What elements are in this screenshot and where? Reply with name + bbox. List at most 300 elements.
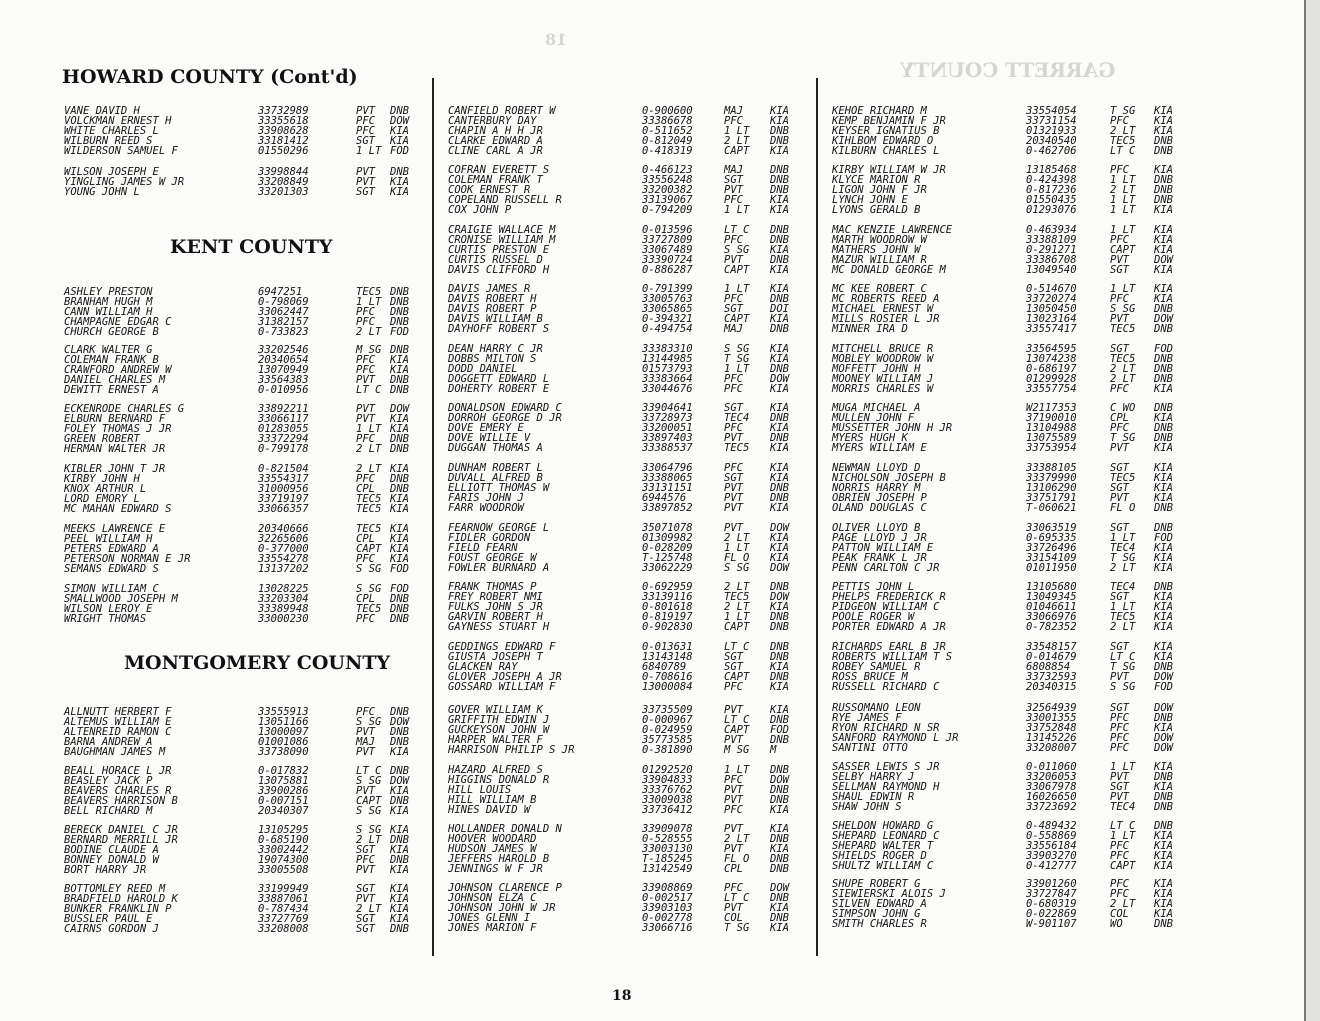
rank: SGT <box>356 135 375 147</box>
status: KIA <box>390 785 409 797</box>
serial-number: 0-463934 <box>1026 224 1077 236</box>
rank: 1 LT <box>724 125 750 137</box>
status: DNB <box>1154 402 1173 414</box>
rank: PVT <box>724 823 743 835</box>
serial-number: 13075589 <box>1026 432 1077 444</box>
serial-number: 33383664 <box>642 373 693 385</box>
name: MILLS ROSIER L JR <box>832 313 940 325</box>
serial-number: 01046611 <box>1026 601 1077 613</box>
rank: PVT <box>356 413 375 425</box>
rank: 2 LT <box>724 532 750 544</box>
rank: CPL <box>724 863 743 875</box>
serial-number: 33554054 <box>1026 105 1077 117</box>
serial-number: 33904833 <box>642 774 693 786</box>
status: KIA <box>1154 224 1173 236</box>
name: PAGE LLOYD J JR <box>832 532 927 544</box>
name: FARR WOODROW <box>448 502 524 514</box>
rank: TEC5 <box>724 591 750 603</box>
status: DNB <box>1154 661 1173 673</box>
serial-number: 01309982 <box>642 532 693 544</box>
name: DODD DANIEL <box>448 363 518 375</box>
name: POOLE ROGER W <box>832 611 915 623</box>
rank: CAPT <box>356 795 382 807</box>
status: DNB <box>1154 432 1173 444</box>
serial-number: 33009038 <box>642 794 693 806</box>
rank: PVT <box>356 726 375 738</box>
name: SILVEN EDWARD A <box>832 898 927 910</box>
status: KIA <box>390 913 409 925</box>
serial-number: 33908628 <box>258 125 309 137</box>
serial-number: 33388537 <box>642 442 693 454</box>
status: DOW <box>770 882 789 894</box>
serial-number: 33556248 <box>642 174 693 186</box>
serial-number: 0-902830 <box>642 621 693 633</box>
name: BORT HARRY JR <box>64 864 147 876</box>
name: WILBURN REED S <box>64 135 153 147</box>
name: BERNARD MERRILL JR <box>64 834 178 846</box>
status: KIA <box>390 543 409 555</box>
rank: LT C <box>356 384 382 396</box>
status: DNB <box>1154 918 1173 930</box>
status: DNB <box>770 671 789 683</box>
name: ROBEY SAMUEL R <box>832 661 921 673</box>
serial-number: 33727847 <box>1026 888 1077 900</box>
serial-number: 20340666 <box>258 523 309 535</box>
serial-number: 33388109 <box>1026 234 1077 246</box>
name: GEDDINGS EDWARD F <box>448 641 556 653</box>
status: DNB <box>770 651 789 663</box>
rank: PFC <box>1110 422 1129 434</box>
status: KIA <box>390 844 409 856</box>
rank: CAPT <box>1110 860 1136 872</box>
name: ALTEMUS WILLIAM E <box>64 716 172 728</box>
serial-number: 0-791399 <box>642 283 693 295</box>
rank: PVT <box>356 105 375 117</box>
serial-number: 33139067 <box>642 194 693 206</box>
serial-number: 13049345 <box>1026 591 1077 603</box>
serial-number: 0-821504 <box>258 463 309 475</box>
status: KIA <box>1154 651 1173 663</box>
name: FIDLER GORDON <box>448 532 531 544</box>
name: CRONISE WILLIAM M <box>448 234 556 246</box>
status: KIA <box>1154 383 1173 395</box>
rank: 2 LT <box>356 834 382 846</box>
serial-number: 13185468 <box>1026 164 1077 176</box>
rank: 1 LT <box>724 764 750 776</box>
serial-number: 33388105 <box>1026 462 1077 474</box>
serial-number: 6947251 <box>258 286 303 298</box>
rank: PVT <box>1110 254 1129 266</box>
rank: S SG <box>356 716 382 728</box>
rank: CPL <box>356 593 375 605</box>
rank: PVT <box>356 403 375 415</box>
status: KIA <box>390 364 409 376</box>
name: FEARNOW GEORGE L <box>448 522 550 534</box>
status: FOD <box>1154 343 1173 355</box>
name: CRAWFORD ANDREW W <box>64 364 172 376</box>
status: DOW <box>1154 702 1173 714</box>
name: MYERS HUGH K <box>832 432 908 444</box>
serial-number: 33067978 <box>1026 781 1077 793</box>
status: DNB <box>390 795 409 807</box>
serial-number: W2117353 <box>1026 402 1077 414</box>
rank: SGT <box>724 651 743 663</box>
serial-number: 33208849 <box>258 176 309 188</box>
serial-number: 33131151 <box>642 482 693 494</box>
serial-number: 33736412 <box>642 804 693 816</box>
rank: PVT <box>1110 791 1129 803</box>
name: SANFORD RAYMOND L JR <box>832 732 959 744</box>
rank: PVT <box>724 254 743 266</box>
rank: SGT <box>724 661 743 673</box>
name: MAC KENZIE LAWRENCE <box>832 224 953 236</box>
name: MATHERS JOHN W <box>832 244 921 256</box>
serial-number: 13105680 <box>1026 581 1077 593</box>
status: DNB <box>390 726 409 738</box>
serial-number: 13105295 <box>258 824 309 836</box>
serial-number: 31000956 <box>258 483 309 495</box>
status: KIA <box>770 661 789 673</box>
rank: PFC <box>724 774 743 786</box>
serial-number: 33181412 <box>258 135 309 147</box>
serial-number: 33751791 <box>1026 492 1077 504</box>
serial-number: 33728973 <box>642 412 693 424</box>
status: DNB <box>770 412 789 424</box>
rank: CAPT <box>724 264 750 276</box>
name: BARNA ANDREW A <box>64 736 153 748</box>
status: KIA <box>1154 781 1173 793</box>
rank: SGT <box>356 186 375 198</box>
page-edge <box>1304 0 1320 1021</box>
rank: PFC <box>1110 234 1129 246</box>
status: KIA <box>770 542 789 554</box>
name: NORRIS HARRY M <box>832 482 921 494</box>
name: BAUGHMAN JAMES M <box>64 746 166 758</box>
name: ELLIOTT THOMAS W <box>448 482 550 494</box>
status: DNB <box>770 323 789 335</box>
name: MORRIS CHARLES W <box>832 383 934 395</box>
serial-number: 01292520 <box>642 764 693 776</box>
serial-number: 0-412777 <box>1026 860 1077 872</box>
rank: TEC5 <box>1110 611 1136 623</box>
serial-number: 0-017832 <box>258 765 309 777</box>
serial-number: 33372294 <box>258 433 309 445</box>
status: KIA <box>1154 105 1173 117</box>
rank: PVT <box>356 166 375 178</box>
serial-number: 0-787434 <box>258 903 309 915</box>
status: DNB <box>1154 353 1173 365</box>
serial-number: 33066976 <box>1026 611 1077 623</box>
serial-number: 13000084 <box>642 681 693 693</box>
name: DAVIS WILLIAM B <box>448 313 543 325</box>
serial-number: 33389948 <box>258 603 309 615</box>
rank: 2 LT <box>1110 125 1136 137</box>
serial-number: W-901107 <box>1026 918 1077 930</box>
serial-number: 33066357 <box>258 503 309 515</box>
rank: SGT <box>724 303 743 315</box>
serial-number: 20340540 <box>1026 135 1077 147</box>
name: PETERS EDWARD A <box>64 543 159 555</box>
name: FOUST GEORGE W <box>448 552 537 564</box>
status: KIA <box>770 532 789 544</box>
status: KIA <box>1154 860 1173 872</box>
name: ALTENREID RAMON C <box>64 726 172 738</box>
serial-number: 33564383 <box>258 374 309 386</box>
status: DNB <box>770 363 789 375</box>
serial-number: 37190010 <box>1026 412 1077 424</box>
status: DNB <box>1154 145 1173 157</box>
serial-number: 20340315 <box>1026 681 1077 693</box>
serial-number: 0-489432 <box>1026 820 1077 832</box>
rank: CPL <box>356 533 375 545</box>
name: KEHOE RICHARD M <box>832 105 927 117</box>
serial-number: 33000230 <box>258 613 309 625</box>
rank: PVT <box>724 492 743 504</box>
name: MARTH WOODROW W <box>832 234 927 246</box>
status: KIA <box>390 413 409 425</box>
status: DNB <box>390 166 409 178</box>
status: KIA <box>770 922 789 934</box>
rank: S SG <box>356 805 382 817</box>
serial-number: 0-799178 <box>258 443 309 455</box>
rank: TEC5 <box>356 286 382 298</box>
name: ECKENRODE CHARLES G <box>64 403 185 415</box>
serial-number: 33063519 <box>1026 522 1077 534</box>
rank: 1 LT <box>724 204 750 216</box>
status: FOD <box>1154 532 1173 544</box>
serial-number: 33379990 <box>1026 472 1077 484</box>
status: KIA <box>770 313 789 325</box>
status: DNB <box>1154 712 1173 724</box>
name: DEAN HARRY C JR <box>448 343 543 355</box>
name: CHAPIN A H H JR <box>448 125 543 137</box>
serial-number: 33904641 <box>642 402 693 414</box>
rank: TEC4 <box>1110 542 1136 554</box>
rank: 2 LT <box>1110 373 1136 385</box>
rank: 2 LT <box>724 601 750 613</box>
status: KIA <box>390 503 409 515</box>
status: KIA <box>770 343 789 355</box>
serial-number: 33564595 <box>1026 343 1077 355</box>
rank: PVT <box>1110 771 1129 783</box>
serial-number: 32564939 <box>1026 702 1077 714</box>
name: FOWLER BURNARD A <box>448 562 550 574</box>
serial-number: 33203304 <box>258 593 309 605</box>
rank: S SG <box>724 343 750 355</box>
rank: 2 LT <box>1110 363 1136 375</box>
rank: SGT <box>1110 343 1129 355</box>
serial-number: T-125748 <box>642 552 693 564</box>
rank: TEC5 <box>356 503 382 515</box>
name: CANFIELD ROBERT W <box>448 105 556 117</box>
rank: PVT <box>356 785 375 797</box>
serial-number: 33727809 <box>642 234 693 246</box>
rank: PFC <box>724 882 743 894</box>
name: BEAVERS CHARLES R <box>64 785 172 797</box>
status: KIA <box>390 864 409 876</box>
status: DNB <box>1154 323 1173 335</box>
name: CLARK WALTER G <box>64 344 153 356</box>
rank: LT C <box>356 765 382 777</box>
status: KIA <box>770 145 789 157</box>
status: KIA <box>1154 264 1173 276</box>
serial-number: 33892211 <box>258 403 309 415</box>
rank: TEC5 <box>1110 353 1136 365</box>
rank: TEC5 <box>1110 135 1136 147</box>
status: DNB <box>390 374 409 386</box>
name: PEEL WILLIAM H <box>64 533 153 545</box>
serial-number: 33062447 <box>258 306 309 318</box>
serial-number: 33726496 <box>1026 542 1077 554</box>
status: DNB <box>1154 303 1173 315</box>
rank: PVT <box>1110 442 1129 454</box>
status: KIA <box>1154 412 1173 424</box>
rank: 2 LT <box>356 903 382 915</box>
rank: PFC <box>724 293 743 305</box>
status: DNB <box>390 344 409 356</box>
status: DNB <box>770 734 789 746</box>
serial-number: 16026650 <box>1026 791 1077 803</box>
name: HILL LOUIS <box>448 784 512 796</box>
status: DNB <box>770 863 789 875</box>
serial-number: 33557417 <box>1026 323 1077 335</box>
serial-number: 33066716 <box>642 922 693 934</box>
status: DOW <box>1154 742 1173 754</box>
name: HARPER WALTER F <box>448 734 543 746</box>
rank: CAPT <box>724 671 750 683</box>
name: KIBLER JOHN T JR <box>64 463 166 475</box>
status: DOW <box>770 522 789 534</box>
serial-number: 33753954 <box>1026 442 1077 454</box>
serial-number: 0-794209 <box>642 204 693 216</box>
status: DNB <box>770 234 789 246</box>
status: DNB <box>770 581 789 593</box>
name: WILSON LEROY E <box>64 603 153 615</box>
name: HILL WILLIAM B <box>448 794 537 806</box>
rank: 2 LT <box>724 833 750 845</box>
rank: PVT <box>724 902 743 914</box>
name: CLINE CARL A JR <box>448 145 543 157</box>
name: ROBERTS WILLIAM T S <box>832 651 953 663</box>
name: DONALDSON EDWARD C <box>448 402 562 414</box>
serial-number: 01001086 <box>258 736 309 748</box>
rank: PFC <box>356 706 375 718</box>
name: DOHERTY ROBERT E <box>448 383 550 395</box>
rank: COL <box>724 912 743 924</box>
serial-number: 0-817236 <box>1026 184 1077 196</box>
serial-number: 01299928 <box>1026 373 1077 385</box>
rank: SGT <box>724 472 743 484</box>
name: CANTERBURY DAY <box>448 115 537 127</box>
rank: SGT <box>356 883 375 895</box>
name: LYONS GERALD B <box>832 204 921 216</box>
name: BEASLEY JACK P <box>64 775 153 787</box>
name: MICHAEL ERNEST W <box>832 303 934 315</box>
rank: 2 LT <box>356 443 382 455</box>
serial-number: 33355618 <box>258 115 309 127</box>
name: SHELDON HOWARD G <box>832 820 934 832</box>
name: BEALL HORACE L JR <box>64 765 172 777</box>
serial-number: 33067489 <box>642 244 693 256</box>
name: ASHLEY PRESTON <box>64 286 153 298</box>
status: FOD <box>1154 681 1173 693</box>
rank: SGT <box>1110 264 1129 276</box>
status: KIA <box>770 353 789 365</box>
serial-number: 33901260 <box>1026 878 1077 890</box>
status: DNB <box>770 254 789 266</box>
rank: TEC5 <box>1110 323 1136 335</box>
status: DNB <box>390 854 409 866</box>
status: DNB <box>770 432 789 444</box>
serial-number: 33548157 <box>1026 641 1077 653</box>
status: KIA <box>770 681 789 693</box>
status: DNB <box>770 174 789 186</box>
serial-number: 33199949 <box>258 883 309 895</box>
rank: 2 LT <box>356 326 382 338</box>
rank: PFC <box>724 462 743 474</box>
rank: PFC <box>356 354 375 366</box>
status: DNB <box>390 443 409 455</box>
rank: PFC <box>1110 878 1129 890</box>
serial-number: 13051166 <box>258 716 309 728</box>
rank: SGT <box>1110 641 1129 653</box>
status: DNB <box>390 296 409 308</box>
rank: PVT <box>724 734 743 746</box>
name: PEAK FRANK L JR <box>832 552 927 564</box>
status: KIA <box>1154 591 1173 603</box>
serial-number: 33723692 <box>1026 801 1077 813</box>
status: KIA <box>1154 601 1173 613</box>
name: SMITH CHARLES R <box>832 918 927 930</box>
rank: T SG <box>1110 552 1136 564</box>
status: DOW <box>770 591 789 603</box>
rank: 1 LT <box>1110 830 1136 842</box>
status: DNB <box>390 105 409 117</box>
name: HARRISON PHILIP S JR <box>448 744 575 756</box>
name: CHAMPAGNE EDGAR C <box>64 316 172 328</box>
serial-number: 0-819197 <box>642 611 693 623</box>
serial-number: 33003130 <box>642 843 693 855</box>
rank: PFC <box>356 433 375 445</box>
rank: PVT <box>1110 313 1129 325</box>
rank: PVT <box>724 843 743 855</box>
name: MC DONALD GEORGE M <box>832 264 946 276</box>
name: ROSS BRUCE M <box>832 671 908 683</box>
rank: PVT <box>356 176 375 188</box>
status: KIA <box>1154 552 1173 564</box>
serial-number: 13142549 <box>642 863 693 875</box>
serial-number: 19074300 <box>258 854 309 866</box>
status: DNB <box>1154 820 1173 832</box>
name: MAZUR WILLIAM R <box>832 254 927 266</box>
status: KIA <box>390 746 409 758</box>
name: BONNEY DONALD W <box>64 854 159 866</box>
rank: S SG <box>1110 303 1136 315</box>
status: KIA <box>390 903 409 915</box>
name: DOBBS MILTON S <box>448 353 537 365</box>
status: DNB <box>770 164 789 176</box>
serial-number: 33066117 <box>258 413 309 425</box>
rank: CPL <box>1110 412 1129 424</box>
name: HOOVER WOODARD <box>448 833 537 845</box>
status: DNB <box>390 483 409 495</box>
status: DNB <box>770 492 789 504</box>
status: DNB <box>1154 194 1173 206</box>
name: MUSSETTER JOHN H JR <box>832 422 953 434</box>
rank: 1 LT <box>724 363 750 375</box>
status: KIA <box>1154 293 1173 305</box>
serial-number: 0-010956 <box>258 384 309 396</box>
